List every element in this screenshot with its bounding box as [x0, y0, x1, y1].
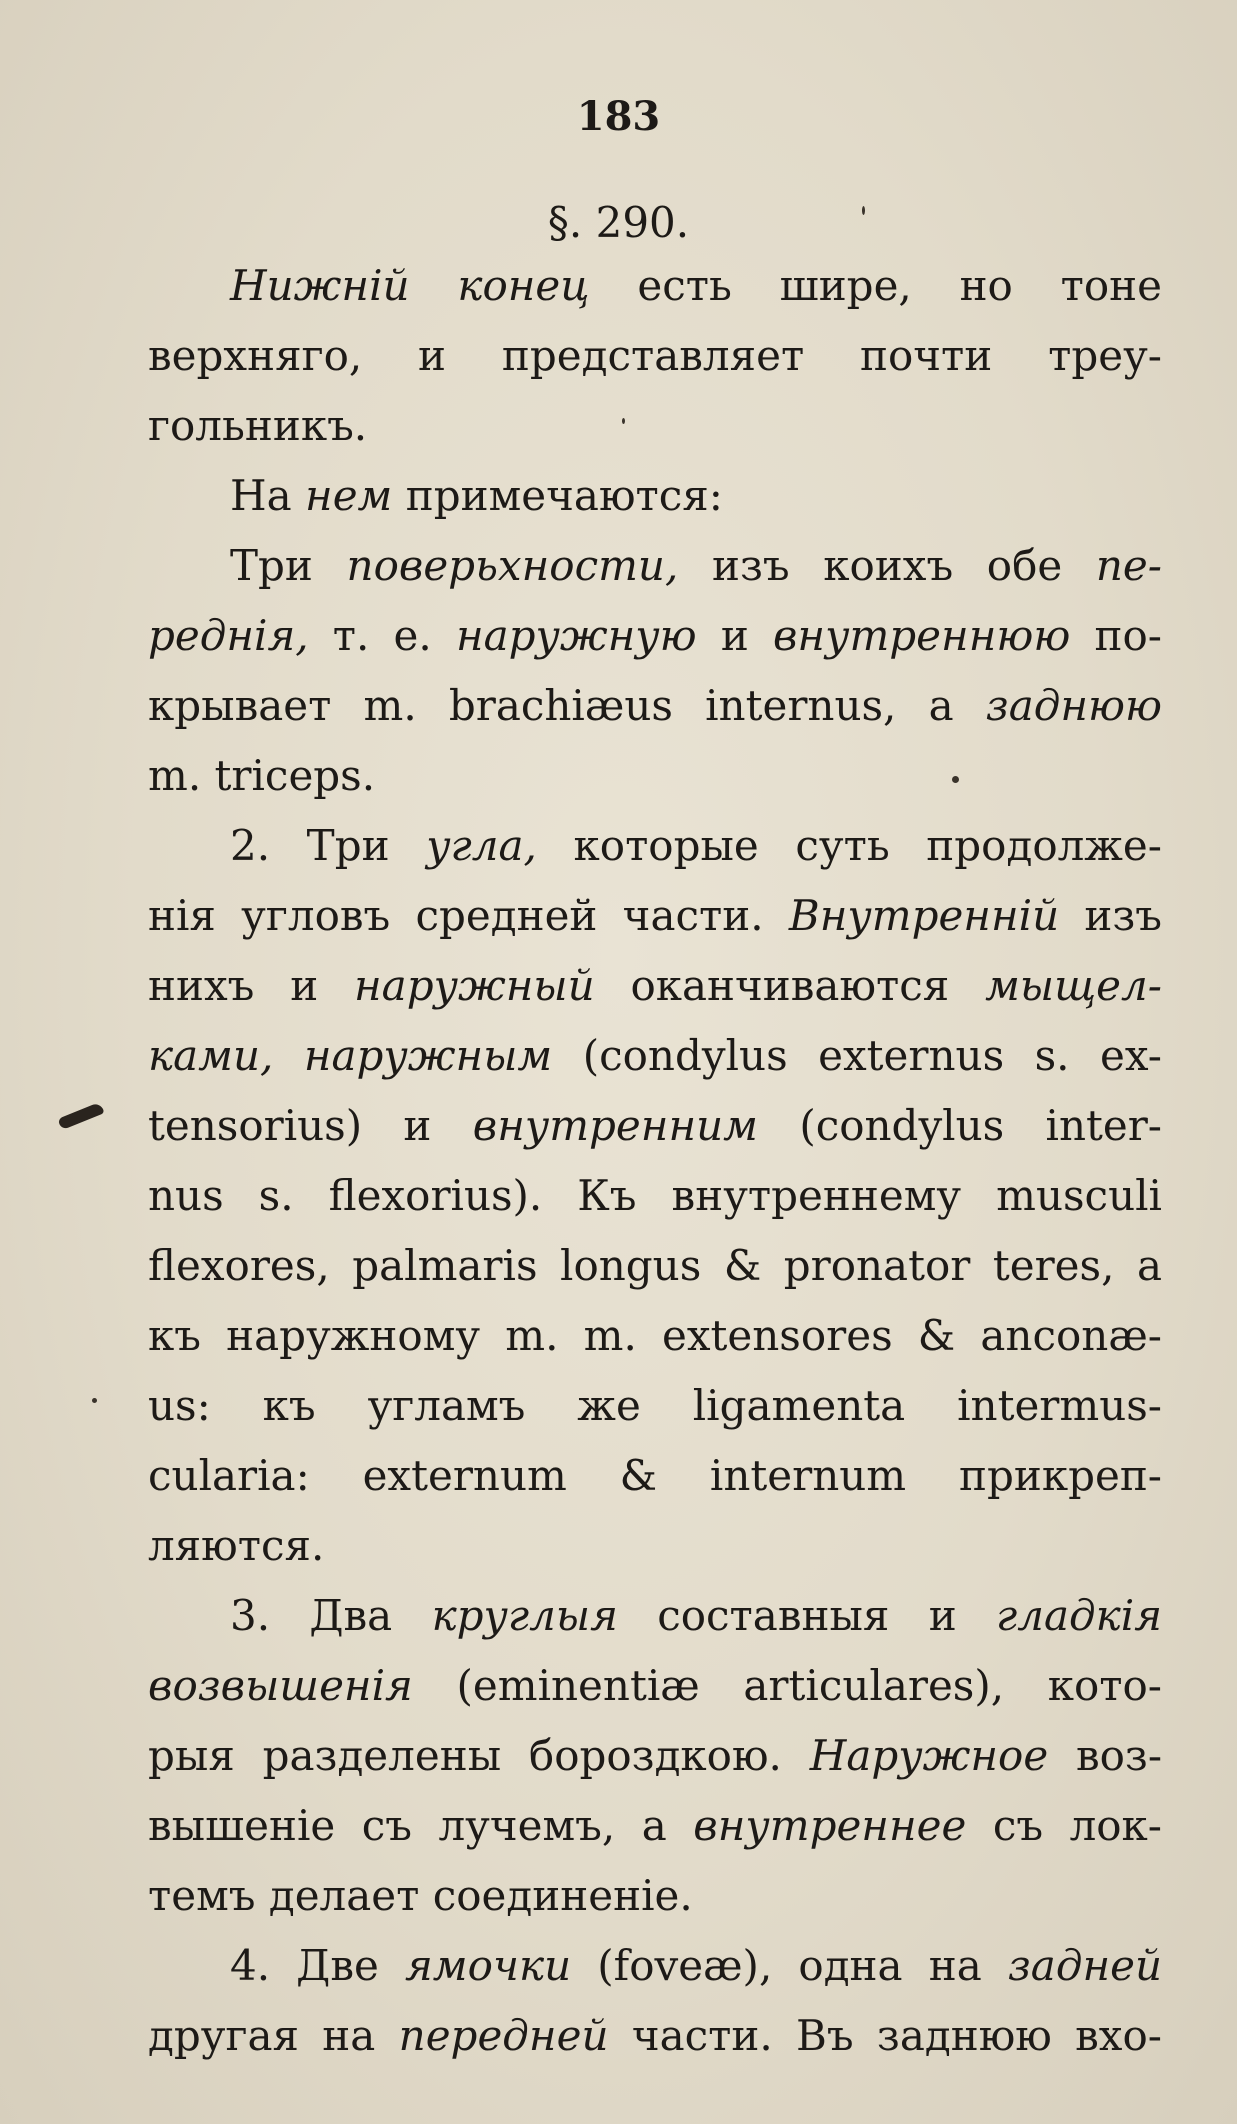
ink-speck [622, 418, 625, 424]
ink-speck [952, 776, 959, 783]
text-line: верхняго, и представляет почти треу- [148, 331, 1162, 380]
text-line: рыя разделены бороздкою. Наружное воз- [148, 1731, 1163, 1780]
text-line: m. triceps. [148, 751, 376, 800]
text-line: возвышенія (eminentiæ articulares), кото- [148, 1661, 1162, 1710]
text-line: nus s. flexorius). Къ внутреннему musculi [148, 1171, 1162, 1220]
ink-speck [92, 1398, 97, 1403]
text-line: темъ делает соединеніе. [148, 1871, 693, 1920]
text-line: реднія, т. е. наружную и внутреннюю по- [148, 611, 1162, 660]
text-line: 3. Два круглыя составныя и гладкія [230, 1591, 1162, 1640]
text-line: крывает m. brachiæus internus, а заднюю [148, 681, 1162, 730]
text-line: нія угловъ средней части. Внутренній изъ [148, 891, 1162, 940]
text-line: гольникъ. [148, 401, 368, 450]
text-line: Нижній конец есть шире, но тоне [230, 261, 1162, 310]
text-line: ками, наружным (condylus externus s. ex- [148, 1031, 1162, 1080]
text-line: Три поверьхности, изъ коихъ обе пе- [230, 541, 1162, 590]
text-line: cularia: externum & internum прикреп- [148, 1451, 1162, 1500]
text-line: къ наружному m. m. extensores & anconæ- [148, 1311, 1162, 1360]
text-line: ляются. [148, 1521, 325, 1570]
text-line: flexores, palmaris longus & pronator teres, а [148, 1241, 1162, 1290]
section-heading: §. 290. [547, 198, 690, 247]
text-line: 4. Две ямочки (foveæ), одна на задней [230, 1941, 1163, 1990]
text-line: нихъ и наружный оканчиваются мыщел- [148, 961, 1162, 1010]
text-line: 2. Три угла, которые суть продолже- [230, 821, 1162, 870]
text-line: На нем примечаются: [230, 471, 723, 520]
ink-speck [862, 206, 865, 215]
text-line: tensorius) и внутренним (condylus inter- [148, 1101, 1162, 1150]
page-number: 183 [576, 93, 661, 140]
ink-smudge [57, 1102, 104, 1130]
text-line: другая на передней части. Въ заднюю вхо- [148, 2011, 1162, 2060]
text-line: вышеніе съ лучемъ, а внутреннее съ лок- [148, 1801, 1162, 1850]
text-line: us: къ угламъ же ligamenta intermus- [148, 1381, 1162, 1430]
